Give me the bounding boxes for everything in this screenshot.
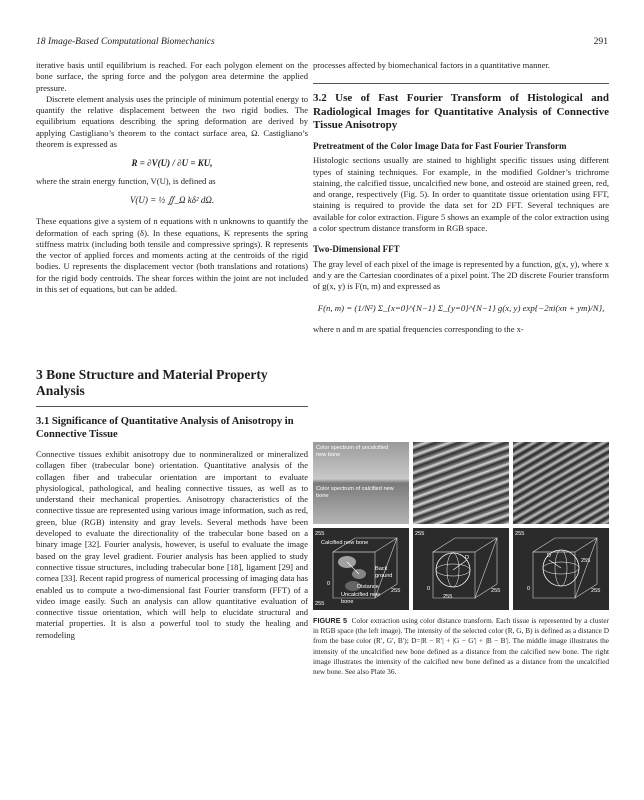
rgb-cube-panel-middle (413, 528, 509, 610)
subsubsection-title: Pretreatment of the Color Image Data for Fast Fourier Transform (313, 140, 567, 151)
paragraph: where the strain energy function, V(U), is defined as (36, 175, 216, 186)
section-rule (36, 406, 308, 407)
histology-image-right (513, 442, 609, 524)
distance-label: D (547, 553, 552, 559)
section-3 (36, 367, 308, 641)
paragraph: These equations give a system of n equations with n unknowns to quantify the deformation of each spring (δ). In these equations, K represents the spring stiffness matrix (including both tensile and compressive springs). R represents the vector of applied forces and moments acting at the centroids of the rigid bodies. U represents the displacement vector (both translations and rotations) for the rigid body centroids. The shear forces within the joint are not included in this set of equations, but can be added. (36, 216, 308, 295)
equation-text: R = ∂V(U) / ∂U = KU, (131, 158, 213, 169)
cluster-label-calcified: Calcified new bone (321, 540, 369, 546)
page-number: 291 (593, 36, 608, 47)
distance-label: Distance (357, 584, 379, 590)
rgb-cube-panel-right (513, 528, 609, 610)
axis-label: 255 (415, 531, 425, 537)
section-rule (313, 83, 609, 84)
rgb-cube-right-svg (513, 528, 609, 610)
running-title: 18 Image-Based Computational Biomechanics (36, 36, 215, 47)
right-column (313, 60, 609, 335)
equation-dft (313, 303, 609, 314)
paragraph: where n and m are spatial frequencies corresponding to the x- (313, 324, 524, 335)
axis-label: 0 (427, 586, 431, 592)
running-header (36, 36, 608, 50)
rgb-cube-middle-svg (413, 528, 509, 610)
axis-label: 255 (443, 594, 453, 600)
paragraph: The gray level of each pixel of the image is represented by a function, g(x, y), where x and y are the Cartesian coordinates of a pixel point. The 2D discrete Fourier transform of g(x, y) is F(n, m) and expressed as (313, 258, 609, 292)
axis-label: 255 (391, 588, 401, 594)
paragraph: Connective tissues exhibit anisotropy due to nonmineralized or mineralized collagen fiber (trabecular bone) orientation. Quantitative analysis of the collagen fiber and trabecular orientation are important to evaluate physiological, pathological, and healing connective tissues, as well as to understand their mechanical properties. Anisotropy characteristics of the connective tissue are represented using various image information, such as red, green, blue (RGB) intensity and gray levels. Several methods have been developed to evaluate the directionality of the trabecular bone based on a binary image [32]. Fourier analysis, however, is useful to evaluate the image based on the gray level gradient. Fourier analysis has been applied to study connective tissue structures, including trabecular bone [18], ligament [29] and cornea [33]. Recent rapid progress of numerical processing of imaging data has enabled us to compute a two-dimensional fast Fourier transform (FFT) of a video image easily. Such an analysis can allow quantitative evaluation of connective tissue orientation, which will help to elucidate structural and material properties. It is also a powerful tool to study the healing and remodeling (36, 449, 308, 640)
figure-caption (313, 616, 609, 677)
axis-label: 255 (491, 588, 501, 594)
histology-image-middle (413, 442, 509, 524)
equation-strain-energy (36, 195, 308, 206)
paragraph: Histologic sections usually are stained to highlight specific tissues using different types of staining techniques. For example, in the modified Goldner’s trichrome staining, the calcified tissue, uncalcified new bone, and osteoid are stained green, red, and orange, respectively (Fig. 5). In order to quantitate tissue orientation using FFT, staining is required to provide the data set for 2D FFT. Several techniques are available for color extraction. Figure 5 shows an example of the color extraction using a color spectrum distance transform in RGB space. (313, 155, 609, 234)
rgb-cube-panel-left (313, 528, 409, 610)
axis-label: 0 (327, 581, 331, 587)
equation-text: V(U) = ½ ∬_Ω kδ² dΩ. (129, 194, 215, 205)
axis-label: 255 (581, 558, 591, 564)
paragraph: processes affected by biomechanical factors in a quantitative manner. (313, 60, 550, 70)
axis-label: 255 (315, 601, 325, 607)
subsubsection-title: Two-Dimensional FFT (313, 244, 400, 255)
caption-text: Color extraction using color distance transform. Each tissue is represented by a cluster in RGB space (the left image). The intensity of the selected color (R, G, B) is defined as a distance D from the base color (R′, G′, B′); D=|R − R′| + |G − G′| + |B − B′|. The middle image illustrates the intensity of the uncalcified new bone defined as a distance from the calcified new bone. The right image illustrates the intensity of the calcified new bone defined as a distance from the uncalcified new bone. See also Plate 36. (313, 616, 610, 677)
paragraph: iterative basis until equilibrium is reached. For each polygon element on the bone surface, the spring force and the polygon area determine the applied pressure. (36, 60, 308, 93)
distance-label: D (465, 555, 470, 561)
section-title: 3 Bone Structure and Material Property Analysis (36, 367, 268, 398)
figure-label: FIGURE 5 (313, 616, 348, 625)
histology-image-left (313, 442, 409, 524)
cluster-label-uncalcified: Uncalcified new bone (341, 592, 381, 605)
cluster-label-background: Back ground (375, 566, 393, 579)
subsection-title: 3.2 Use of Fast Fourier Transform of Histological and Radiological Images for Quantitative Analysis of Connective Tissue Anisotropy (313, 92, 609, 132)
left-column (36, 60, 308, 295)
figure-label-bottom: Color spectrum of calcified new bone (316, 486, 394, 499)
axis-label: 255 (591, 588, 601, 594)
axis-label: 255 (315, 531, 325, 537)
paragraph: Discrete element analysis uses the principle of minimum potential energy to quantify the relative displacement between the two rigid bodies. The equilibrium equations describing the spring deformation are derived by applying Castigliano’s theorem to the contact surface area, Ω. Castigliano’s theorem is expressed as (36, 93, 308, 150)
section-body (36, 449, 308, 641)
figure-5 (313, 442, 609, 610)
equation-text: F(n, m) = (1/N²) Σ_{x=0}^{N−1} Σ_{y=0}^{N−1} g(x, y) exp{−2πi(xn + ym)/N}, (317, 302, 605, 313)
subsection-title: 3.1 Significance of Quantitative Analysis of Anisotropy in Connective Tissue (36, 416, 294, 440)
axis-label: 0 (527, 586, 531, 592)
axis-label: 255 (515, 531, 525, 537)
equation-castigliano (36, 158, 308, 169)
figure-label-top: Color spectrum of uncalcified new bone (316, 445, 389, 458)
